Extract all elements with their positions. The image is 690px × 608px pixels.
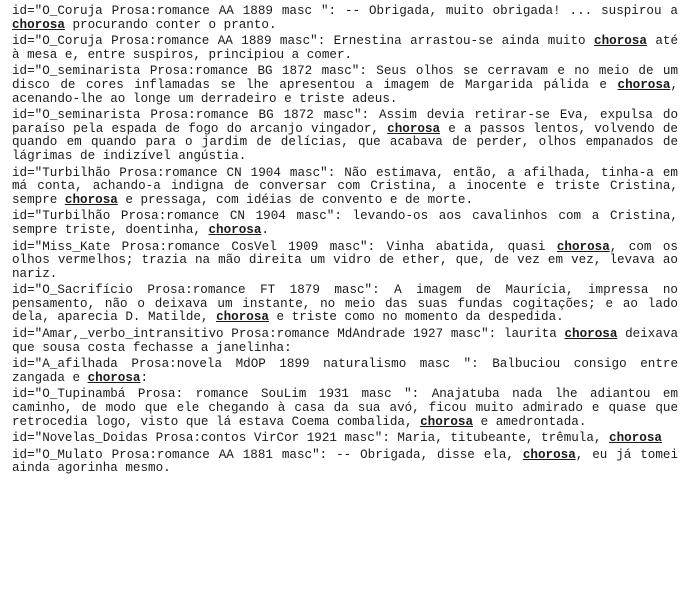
concordance-entry <box>12 388 678 429</box>
keyword-highlight: chorosa <box>12 17 65 32</box>
keyword-highlight: chorosa <box>556 239 610 254</box>
entry-text: deixava que sousa costa fechasse a janelinha: <box>12 327 678 355</box>
entry-text: procurando conter o pranto. <box>64 17 277 32</box>
entry-text: id="O_Coruja Prosa:romance AA 1889 masc": Ernestina arrastou-se ainda muito <box>12 34 595 49</box>
concordance-entry <box>12 5 678 32</box>
entry-text: , eu já tomei ainda agorinha mesmo. <box>12 447 679 476</box>
entry-text: id="Turbilhão Prosa:romance CN 1904 masc": Não estimava, então, a afilhada, tinha-a em má conta, achando-a indigna de conversar com Cristina, a inocente e triste Cristina, sempre <box>12 165 678 207</box>
keyword-highlight: chorosa <box>522 447 576 462</box>
entry-text: : <box>140 370 149 385</box>
concordance-entry <box>12 432 678 446</box>
keyword-highlight: chorosa <box>216 310 269 325</box>
concordance-entry <box>12 241 678 282</box>
entry-text: e pressaga, com idéias de convento e de morte. <box>117 192 474 207</box>
entry-text: , acenando-lhe ao longe um derradeiro e triste adeus. <box>12 77 678 106</box>
entry-text: id="O_Tupinambá Prosa: romance SouLim 1931 masc ": Anajatuba nada lhe adiantou em caminho, de modo que ele chegando à casa da sua avó, ficou muito admirado e quase que retrocedia logo, visto que lá estava Coema combalida, <box>12 387 678 429</box>
entry-text: id="O_Sacrifício Prosa:romance FT 1879 masc": A imagem de Maurícia, impressa no pensamento, não o deixava um instante, no meio das suas fundas cogitações; e ao lado dela, aparecia D. Matilde, <box>12 283 678 325</box>
keyword-highlight: chorosa <box>564 327 618 342</box>
concordance-entry <box>12 284 678 325</box>
concordance-entry <box>12 109 678 163</box>
entry-text: id="O_Coruja Prosa:romance AA 1889 masc ": -- Obrigada, muito obrigada! ... suspirou a <box>12 4 678 18</box>
entry-text: e amedrontada. <box>473 414 587 429</box>
entry-text: e triste como no momento da despedida. <box>268 310 564 325</box>
entry-text: id="Miss_Kate Prosa:romance CosVel 1909 masc": Vinha abatida, quasi <box>12 239 557 254</box>
concordance-entry <box>12 65 678 106</box>
keyword-highlight: chorosa <box>387 121 441 136</box>
keyword-highlight: chorosa <box>609 431 662 446</box>
concordance-entry <box>12 167 678 208</box>
entry-text: id="Turbilhão Prosa:romance CN 1904 masc": levando-os aos cavalinhos com a Cristina, sempre triste, doentinha, <box>12 209 678 237</box>
concordance-entry <box>12 358 678 385</box>
concordance-entry <box>12 449 678 476</box>
entry-text: id="O_seminarista Prosa:romance BG 1872 masc": Seus olhos se cerravam e no meio de um disco de cores inflamadas se lhe apresentou a imagem de Margarida pálida e <box>12 64 678 92</box>
entry-text: . <box>261 222 269 237</box>
keyword-highlight: chorosa <box>617 77 671 92</box>
entry-text: até à mesa e, entre suspiros, principiou a comer. <box>12 34 679 62</box>
keyword-highlight: chorosa <box>64 192 118 207</box>
keyword-highlight: chorosa <box>420 414 474 429</box>
keyword-highlight: chorosa <box>208 222 262 237</box>
concordance-entry <box>12 328 678 355</box>
entry-text: e a passos lentos, volvendo de quando em quando para o jardim de delícias, que acabava de perder, olhos empanados de lágrimas de indizível angústia. <box>12 121 678 163</box>
keyword-highlight: chorosa <box>87 370 141 385</box>
entry-text: id="Amar,_verbo_intransitivo Prosa:romance MdAndrade 1927 masc": laurita <box>12 327 565 342</box>
keyword-highlight: chorosa <box>594 34 647 49</box>
concordance-entry <box>12 35 678 62</box>
entry-text: id="A_afilhada Prosa:novela MdOP 1899 naturalismo masc ": Balbuciou consigo entre zangada e <box>12 357 678 385</box>
entry-text: id="Novelas_Doidas Prosa:contos VirCor 1921 masc": Maria, titubeante, trêmula, <box>12 431 610 446</box>
entry-text: id="O_seminarista Prosa:romance BG 1872 masc": Assim devia retirar-se Eva, expulsa do paraíso pela espada de fogo do arcanjo vingador, <box>12 108 678 136</box>
entry-text: , com os olhos vermelhos; trazia na mão direita um vidro de ether, que, de vez em vez, levava ao nariz. <box>12 239 678 281</box>
entry-text: id="O_Mulato Prosa:romance AA 1881 masc": -- Obrigada, disse ela, <box>12 447 523 462</box>
concordance-entry <box>12 210 678 237</box>
